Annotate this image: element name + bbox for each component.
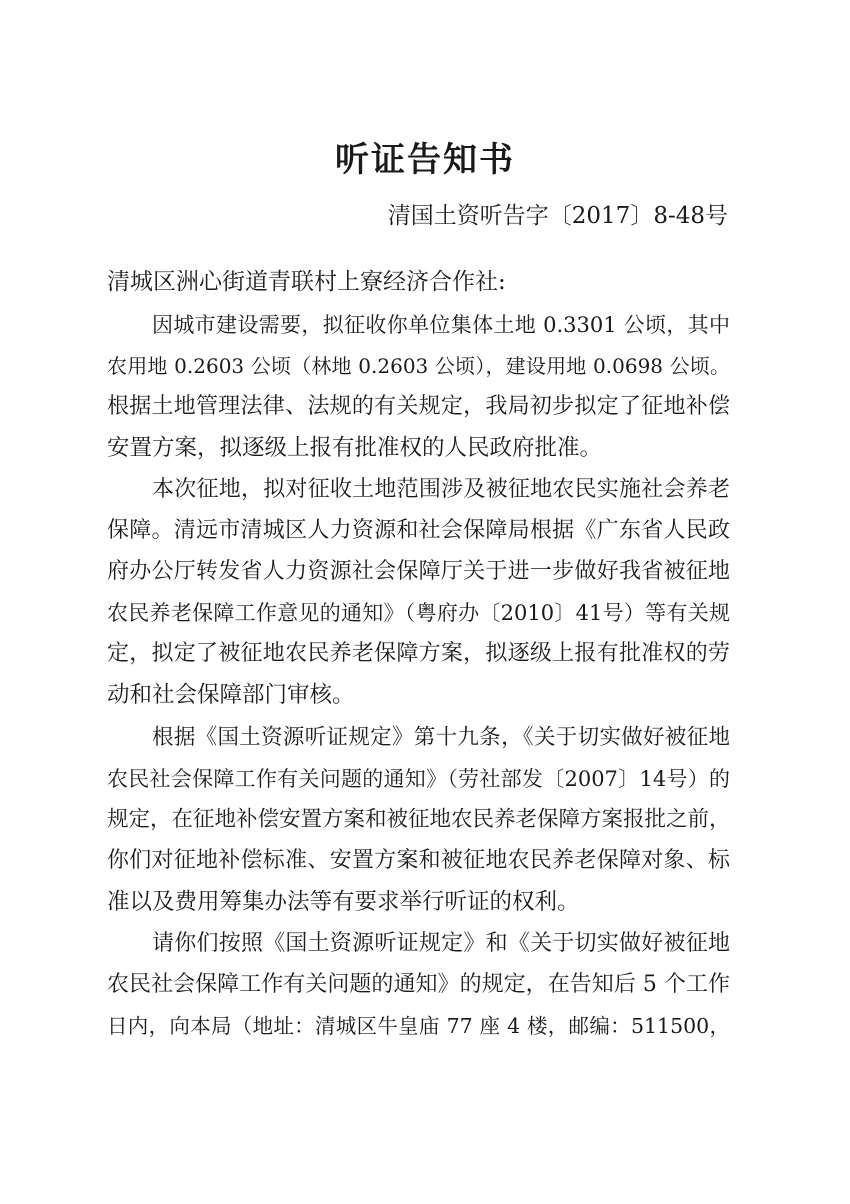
paragraph-1-line-1: 因城市建设需要，拟征收你单位集体土地 0.3301 公顷，其中: [152, 313, 730, 337]
paragraph-1-line-2: 农用地 0.2603 公顷（林地 0.2603 公顷），建设用地 0.0698 公顷。: [107, 354, 730, 378]
paragraph-1-line-4: 安置方案，拟逐级上报有批准权的人民政府批准。: [107, 435, 603, 461]
paragraph-3-line-3: 规定，在征地补偿安置方案和被征地农民养老保障方案报批之前，: [107, 807, 731, 832]
paragraph-3-line-5: 准以及费用筹集办法等有要求举行听证的权利。: [107, 889, 580, 915]
paragraph-3-line-4: 你们对征地补偿标准、安置方案和被征地农民养老保障对象、标: [107, 848, 730, 873]
paragraph-4-line-1: 请你们按照《国土资源听证规定》和《关于切实做好被征地: [152, 931, 730, 956]
paragraph-3-line-1: 根据《国土资源听证规定》第十九条，《关于切实做好被征地: [152, 725, 730, 750]
paragraph-2-line-4: 农民养老保障工作意见的通知》（粤府办〔2010〕41号）等有关规: [107, 601, 730, 625]
paragraph-2-line-5: 定，拟定了被征地农民养老保障方案，拟逐级上报有批准权的劳: [107, 641, 730, 666]
paragraph-2-line-2: 保障。清远市清城区人力资源和社会保障局根据《广东省人民政: [107, 518, 730, 543]
paragraph-4-line-2: 农民社会保障工作有关问题的通知》的规定，在告知后 5 个工作: [107, 972, 730, 997]
paragraph-3-line-2: 农民社会保障工作有关问题的通知》（劳社部发〔2007〕14号）的: [107, 767, 730, 791]
paragraph-1-line-3: 根据土地管理法律、法规的有关规定，我局初步拟定了征地补偿: [107, 394, 730, 419]
paragraph-2-line-3: 府办公厅转发省人力资源社会保障厅关于进一步做好我省被征地: [107, 559, 730, 584]
document-number: 清国土资听告字〔2017〕8-48号: [387, 203, 728, 229]
paragraph-2-line-6: 动和社会保障部门审核。: [107, 682, 355, 708]
paragraph-4-line-3: 日内，向本局（地址：清城区牛皇庙 77 座 4 楼，邮编：511500，: [107, 1014, 730, 1038]
paragraph-2-line-1: 本次征地，拟对征收土地范围涉及被征地农民实施社会养老: [152, 477, 730, 502]
document-title: 听证告知书: [335, 140, 515, 180]
salutation: 清城区洲心街道青联村上寮经济合作社:: [107, 269, 506, 295]
